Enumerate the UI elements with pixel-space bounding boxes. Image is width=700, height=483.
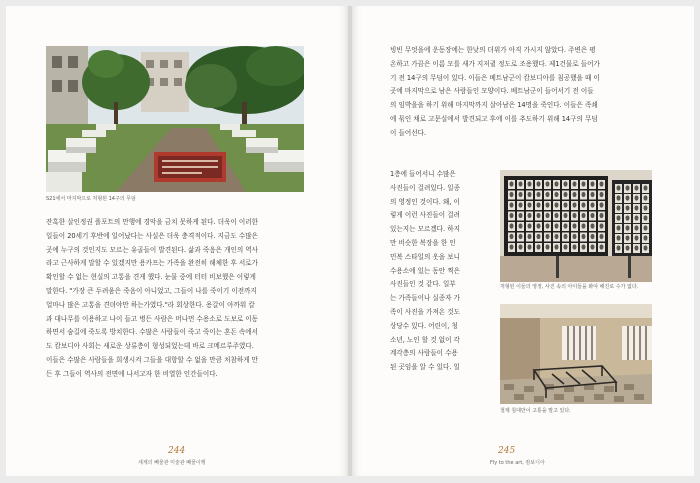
portrait-face (617, 245, 621, 250)
portrait-face (510, 244, 514, 249)
portrait-face (635, 195, 639, 200)
portrait-face (519, 213, 523, 218)
portrait-face (564, 192, 568, 197)
portrait-face (528, 244, 532, 249)
portrait-face (617, 225, 621, 230)
text-line: 1층에 들어서니 수많은 (390, 170, 456, 178)
text-line: 얼마나 많은 고통을 견뎌야만 하는가였다."라 회상한다. 용갈이 아까워 칼 (46, 300, 255, 309)
portrait-face (564, 181, 568, 186)
text-line: 수용소에 있는 동안 찍은 (390, 266, 460, 275)
portrait-face (564, 202, 568, 207)
portrait-face (573, 213, 577, 218)
portrait-face (510, 234, 514, 239)
portrait-face (582, 202, 586, 207)
running-footer: Fly to the art, 캄보디아 (490, 460, 545, 466)
portraits-photo-illustration (500, 170, 652, 282)
portrait-face (591, 244, 595, 249)
graves-photo-caption: S21에서 마지막으로 처형된 14구의 무덤 (46, 196, 136, 202)
portrait-face (546, 223, 550, 228)
portrait-face (626, 205, 630, 210)
portrait-face (564, 234, 568, 239)
portrait-face (626, 215, 630, 220)
portraits-photo (500, 170, 652, 282)
portrait-face (519, 192, 523, 197)
portrait-face (546, 234, 550, 239)
text-line: 빙빈 무엇을에 운동장에는 한낮의 더위가 아직 가시지 않았다. 주변은 평 (390, 46, 596, 54)
text-line: 에 묶인 채로 고문실에서 발견되고 후에 이를 추도하기 위해 14구의 무덤 (390, 114, 598, 123)
portrait-face (555, 234, 559, 239)
text-line: 이들은 수많은 사람들을 희생시켜 그들을 대항할 수 없을 만큼 처참하게 만 (46, 355, 259, 364)
portrait-face (555, 192, 559, 197)
portrait-face (573, 202, 577, 207)
portrait-face (546, 213, 550, 218)
portrait-face (591, 181, 595, 186)
portrait-face (546, 202, 550, 207)
portrait-face (510, 202, 514, 207)
text-line: 과 대나무를 이용하고 나이 들고 병든 사람은 머나먼 수용소로 도보로 이동 (46, 314, 259, 323)
text-line: 렇게 이런 사진들이 걸려 (390, 211, 460, 220)
portrait-face (591, 202, 595, 207)
portrait-face (635, 185, 639, 190)
portrait-face (528, 202, 532, 207)
portrait-face (546, 181, 550, 186)
portrait-face (582, 181, 586, 186)
text-line: 상당수 있다. 어린이, 청 (390, 321, 458, 330)
cell-photo-illustration (500, 304, 652, 404)
portrait-face (617, 215, 621, 220)
portrait-face (617, 195, 621, 200)
text-line: 사진들인 것 같다. 일부 (390, 280, 456, 289)
text-line: 는 가족들이나 실종자 가 (390, 294, 460, 303)
text-line: 이 들어선다. (390, 128, 427, 137)
portrait-face (626, 185, 630, 190)
text-line: 하면서 숨길에 죽도록 방치한다. 수많은 사람들이 죽고 죽이는 혼돈 속에서 (46, 328, 259, 337)
text-line: 만 비슷한 복장을 한 인 (390, 238, 456, 247)
portrait-face (582, 234, 586, 239)
portrait-face (528, 234, 532, 239)
cell-photo (500, 304, 652, 404)
portrait-face (573, 223, 577, 228)
text-line: 사진들이 걸려있다. 일종 (390, 183, 460, 192)
portrait-face (510, 223, 514, 228)
portrait-face (510, 181, 514, 186)
portrait-face (644, 245, 648, 250)
portrait-face (644, 205, 648, 210)
text-line: 든 후 그들이 역사의 전면에 나서고자 한 비열한 인간들이다. (46, 369, 218, 378)
portrait-face (555, 202, 559, 207)
portrait-face (519, 234, 523, 239)
text-line: 민복 스타일의 옷을 보니 (390, 252, 460, 261)
portrait-face (591, 223, 595, 228)
portrait-face (635, 215, 639, 220)
page-number: 244 (168, 446, 186, 456)
portrait-face (528, 223, 532, 228)
graves-photo (46, 46, 304, 192)
portrait-face (537, 202, 541, 207)
portrait-face (519, 223, 523, 228)
portrait-face (564, 244, 568, 249)
cell-photo-caption: 철제 침대만이 고통을 말고 있다. (500, 408, 571, 414)
portrait-face (635, 205, 639, 210)
portrait-face (564, 223, 568, 228)
text-line: 일들이 20세기 후반에 일어났다는 사실은 더욱 충격적이다. 지금도 수많은 (46, 231, 258, 240)
text-line: 의 임박을을 하기 위해 마지막까지 살아남은 14명을 죽인다. 이들은 족쇄 (390, 101, 598, 110)
portrait-face (573, 244, 577, 249)
text-line: 도 캄보디아 사회는 새로운 상류층이 형성되었는데 바로 크메르루주였다. (46, 342, 254, 351)
portrait-face (573, 234, 577, 239)
portrait-face (564, 213, 568, 218)
portrait-face (546, 192, 550, 197)
portrait-face (537, 181, 541, 186)
portrait-face (600, 213, 604, 218)
portrait-face (644, 195, 648, 200)
text-line: 곳에 누구의 것인지도 모르는 유골들이 발견된다. 삶과 죽음은 개인의 역사 (46, 245, 259, 254)
portrait-face (626, 195, 630, 200)
portrait-face (600, 181, 604, 186)
portrait-face (635, 235, 639, 240)
portrait-face (600, 202, 604, 207)
left-page (6, 6, 348, 476)
portrait-face (537, 213, 541, 218)
right-top-text (390, 44, 652, 141)
portrait-face (582, 192, 586, 197)
portrait-face (617, 205, 621, 210)
text-line: 기 전 14구의 무덤이 있다. 이들은 베트남군이 캄보디아를 침공했을 때 이 (390, 73, 600, 82)
portrait-face (626, 235, 630, 240)
text-line: 곳에 마지막으로 남은 사람들인 모양이다. 베트남군이 들어서기 전 이들 (390, 87, 594, 96)
text-line: 확인할 수 없는 현실의 고통을 견게 했다. 눈물 중에 터터 비보했은 이렇게 (46, 273, 256, 282)
portrait-face (519, 202, 523, 207)
portrait-face (555, 223, 559, 228)
running-footer: 세계의 빼물관 미술관 빼물이행 (138, 460, 206, 466)
graves-photo-illustration (46, 46, 304, 192)
text-line: 의 영정인 것이다. 왜, 이 (390, 197, 460, 206)
portrait-face (528, 181, 532, 186)
portrait-face (644, 215, 648, 220)
portrait-face (635, 225, 639, 230)
portrait-face (582, 244, 586, 249)
portraits-photo-caption: 처형된 이들의 영정, 사진 속의 아이들을 봐야 해진로 수가 없다. (500, 284, 639, 290)
portrait-face (644, 185, 648, 190)
portrait-face (591, 192, 595, 197)
portrait-face (626, 225, 630, 230)
portrait-face (537, 234, 541, 239)
portrait-face (528, 213, 532, 218)
portrait-face (555, 244, 559, 249)
portrait-face (537, 192, 541, 197)
page-number: 245 (498, 446, 516, 456)
portrait-face (555, 181, 559, 186)
text-line: 족이 사진을 가져온 것도 (390, 307, 460, 316)
text-line: 말한다. "가장 큰 두려움은 죽음이 아니었고, 그들이 나를 죽이기 이전까지 (46, 286, 257, 295)
text-line: 있는지는 모르겠다. 하지 (390, 225, 460, 234)
portrait-face (510, 192, 514, 197)
text-line: 소년, 노인 할 것 없이 각 (390, 335, 460, 344)
portrait-face (573, 192, 577, 197)
portrait-face (555, 213, 559, 218)
portrait-face (600, 244, 604, 249)
portrait-face (537, 223, 541, 228)
portrait-face (644, 225, 648, 230)
portrait-face (546, 244, 550, 249)
portrait-face (591, 234, 595, 239)
portrait-face (600, 234, 604, 239)
portrait-face (582, 223, 586, 228)
portrait-face (600, 223, 604, 228)
text-line: 온하고 가끔은 이름 모를 새가 지저귈 정도로 조용했다. 제1건물로 들어가 (390, 59, 600, 68)
portrait-face (644, 235, 648, 240)
text-line: 계각층의 사람들이 수용 (390, 349, 458, 358)
portrait-face (600, 192, 604, 197)
portrait-face (626, 245, 630, 250)
portrait-face (519, 181, 523, 186)
text-line: 잔혹한 살인정권 폴포트의 만행에 경악을 금치 못하게 된다. 더욱이 이러한 (46, 218, 259, 226)
portrait-face (510, 213, 514, 218)
right-page (352, 6, 694, 476)
right-narrow-text (390, 168, 494, 375)
portrait-face (617, 185, 621, 190)
text-line: 라고 근사하게 말할 수 있겠지만 용카프는 가족을 완전히 해체한 후 서로가 (46, 259, 259, 268)
left-body-text (46, 216, 304, 382)
portrait-face (537, 244, 541, 249)
portrait-face (635, 245, 639, 250)
portrait-face (519, 244, 523, 249)
portrait-face (617, 235, 621, 240)
text-line: 된 곳임을 알 수 있다. 일 (390, 363, 460, 372)
portrait-face (582, 213, 586, 218)
portrait-face (591, 213, 595, 218)
portrait-face (573, 181, 577, 186)
portrait-face (528, 192, 532, 197)
